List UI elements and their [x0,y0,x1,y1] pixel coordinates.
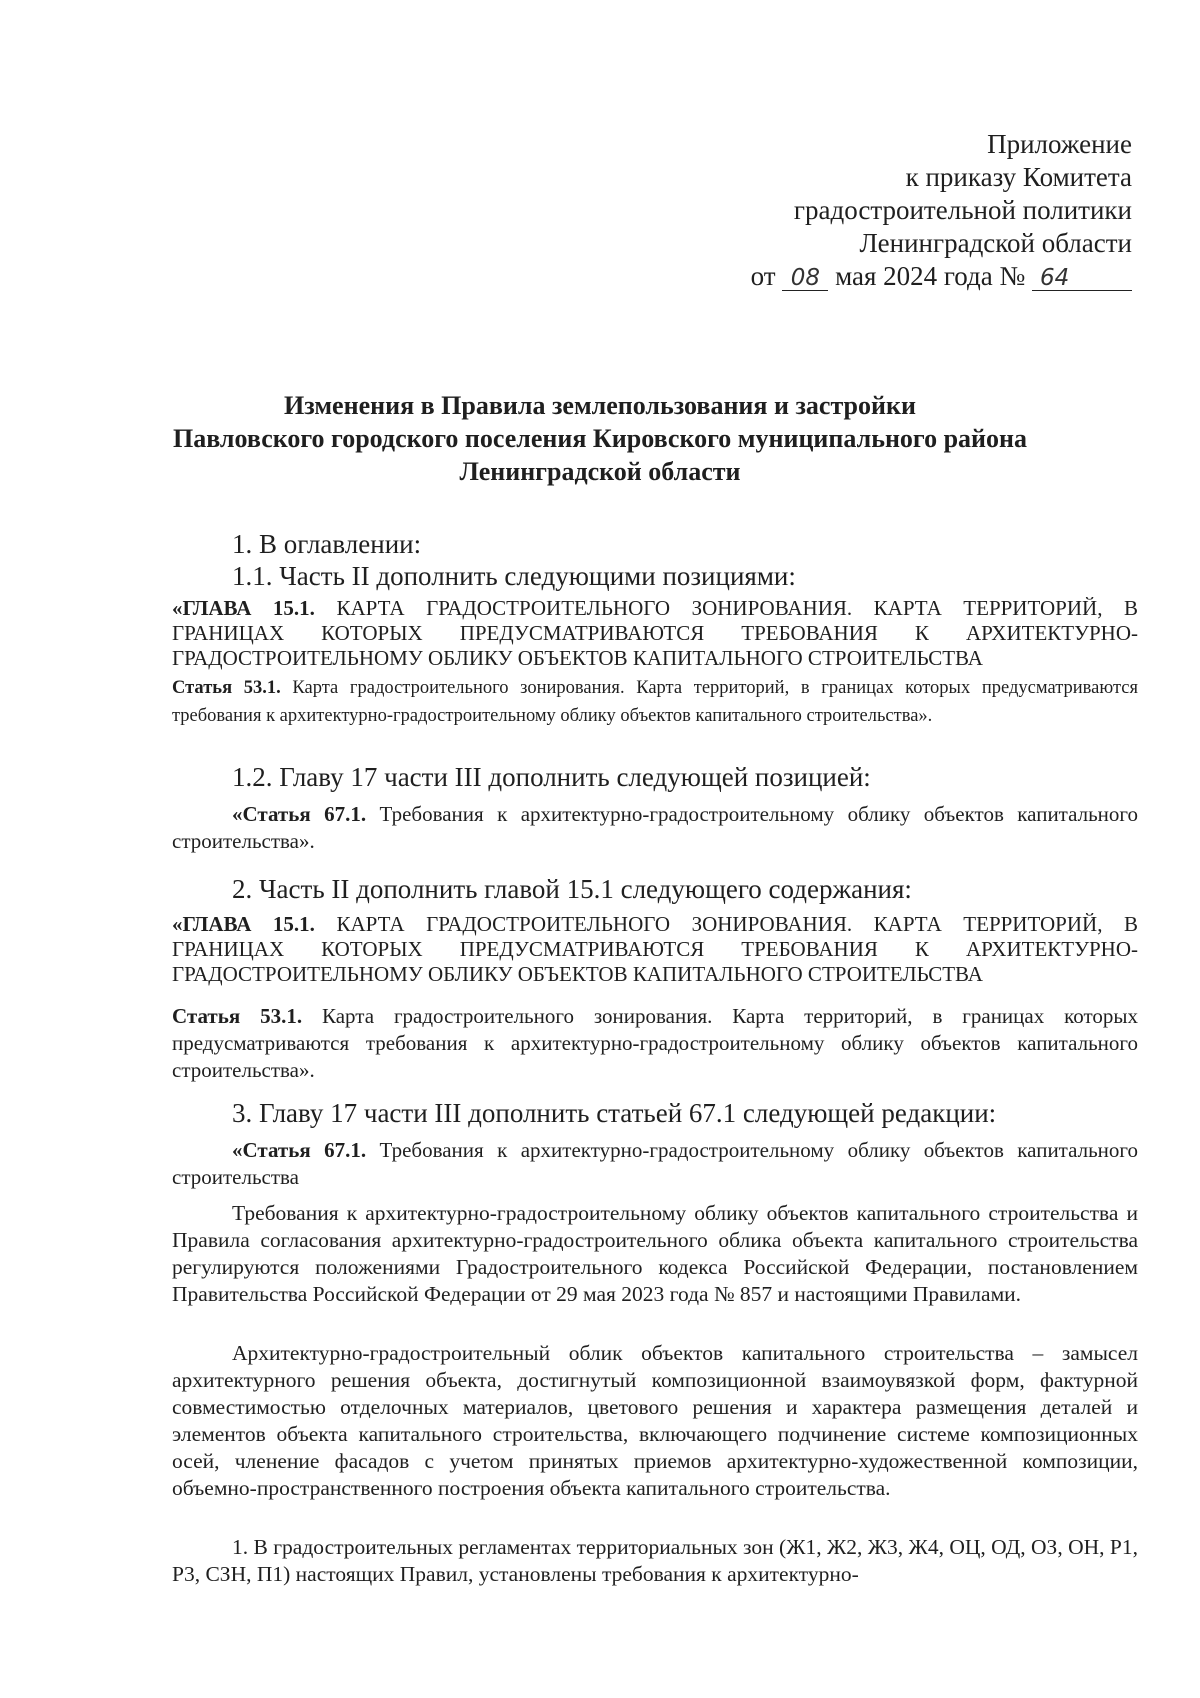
title-line: Ленинградской области [459,457,741,486]
title-line: Павловского городского поселения Кировского муниципального района [172,424,1028,453]
paragraph-zones: 1. В градостроительных регламентах территориальных зон (Ж1, Ж2, Ж3, Ж4, ОЦ, ОД, ОЗ, ОН, Р1, Р3, СЗН, П1) настоящих Правил, установлены требования к архитектурно- [172,1535,1138,1586]
appendix-header [432,128,1132,293]
item-1: 1. В оглавлении: [232,529,422,559]
article-entry-c [172,1003,1138,1084]
article-text: Карта градостроительного зонирования. Карта территорий, в границах которых предусматриваются требования к архитектурно-градостроительному облику объектов капитального строительства». [172,678,1138,726]
chapter-text: КАРТА ГРАДОСТРОИТЕЛЬНОГО ЗОНИРОВАНИЯ. КАРТА ТЕРРИТОРИЙ, В ГРАНИЦАХ КОТОРЫХ ПРЕДУСМАТРИВАЮТСЯ ТРЕБОВАНИЯ К АРХИТЕКТУРНО-ГРАДОСТРОИТЕЛЬНОМУ ОБЛИКУ ОБЪЕКТОВ КАПИТАЛЬНОГО СТРОИТЕЛЬСТВА [172,912,1138,986]
appendix-line: Ленинградской области [859,228,1132,258]
appendix-date-line [432,260,1132,293]
chapter-entry-b [172,912,1138,987]
handwritten-day: 08 [782,266,828,291]
chapter-label: «ГЛАВА 15.1. [172,596,315,620]
date-rest: мая 2024 года № [835,261,1026,291]
paragraph-definition: Архитектурно-градостроительный облик объектов капитального строительства – замысел архитектурного решения объекта, достигнутый композиционной взаимоувязкой форм, фактурной совместимостью отделочных материалов, цветового решения и характера размещения деталей и элементов объекта капитального строительства, включающего подчинение системе композиционных осей, членение фасадов с учетом принятых приемов архитектурно-художественной композиции, объемно-пространственного построения объекта капитального строительства. [172,1341,1138,1500]
item-3: 3. Главу 17 части III дополнить статьей 67.1 следующей редакции: [232,1098,997,1128]
item-1-2: 1.2. Главу 17 части III дополнить следующей позицией: [232,762,871,792]
article-text: Карта градостроительного зонирования. Карта территорий, в границах которых предусматриваются требования к архитектурно-градостроительному облику объектов капитального строительства». [172,1004,1139,1082]
handwritten-number: 64 [1032,266,1132,291]
date-prefix: от [750,261,776,291]
chapter-text: КАРТА ГРАДОСТРОИТЕЛЬНОГО ЗОНИРОВАНИЯ. КАРТА ТЕРРИТОРИЙ, В ГРАНИЦАХ КОТОРЫХ ПРЕДУСМАТРИВАЮТСЯ ТРЕБОВАНИЯ К АРХИТЕКТУРНО-ГРАДОСТРОИТЕЛЬНОМУ ОБЛИКУ ОБЪЕКТОВ КАПИТАЛЬНОГО СТРОИТЕЛЬСТВА [172,596,1138,670]
article-entry-d [172,1137,1138,1191]
chapter-entry-a [172,596,1138,671]
article-entry-b [172,801,1138,855]
article-label: «Статья 67.1. [232,802,367,826]
article-label: Статья 53.1. [172,1004,303,1028]
appendix-line: к приказу Комитета [905,162,1132,192]
paragraph-requirements: Требования к архитектурно-градостроительному облику объектов капитального строительства и Правила согласования архитектурно-градостроительного облика объекта капитального строительства регулируются положениями Градостроительного кодекса Российской Федерации, постановлением Правительства Российской Федерации от 29 мая 2023 года № 857 и настоящими Правилами. [172,1201,1138,1306]
appendix-line: градостроительной политики [793,195,1132,225]
article-text: Требования к архитектурно-градостроительному облику объектов капитального строительства [172,1138,1139,1189]
article-label: «Статья 67.1. [232,1138,367,1162]
item-2: 2. Часть II дополнить главой 15.1 следующего содержания: [232,874,912,904]
title-line: Изменения в Правила землепользования и застройки [284,391,916,420]
article-label: Статья 53.1. [172,678,281,698]
article-text: Требования к архитектурно-градостроительному облику объектов капитального строительства». [172,802,1139,853]
appendix-line: Приложение [987,129,1132,159]
document-title [100,389,1100,488]
chapter-label: «ГЛАВА 15.1. [172,912,315,936]
item-1-1: 1.1. Часть II дополнить следующими позициями: [232,561,796,591]
article-entry-a [172,674,1138,730]
